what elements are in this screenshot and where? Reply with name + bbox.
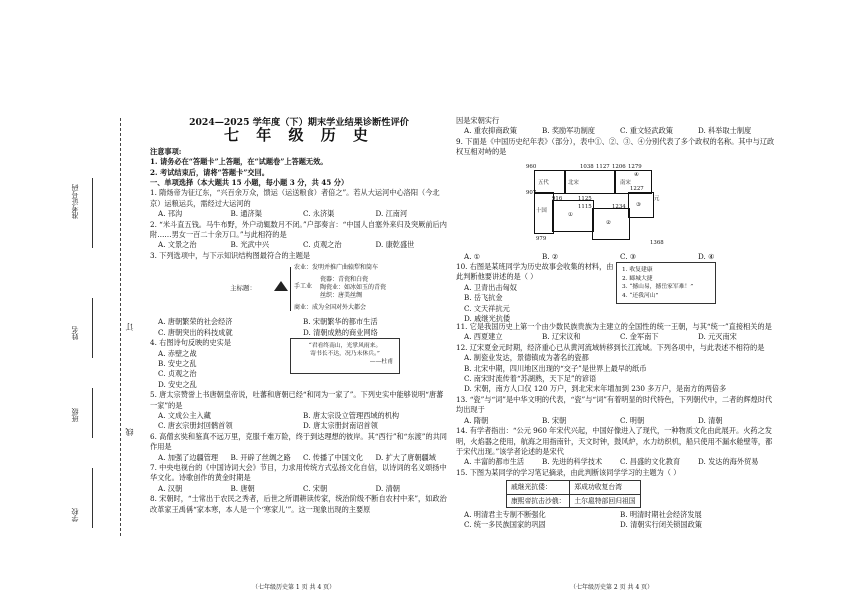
q2-option-d: D. 康乾盛世 [375, 240, 415, 250]
q7-option-c: C. 宋朝 [303, 483, 328, 493]
q9-options [456, 252, 776, 262]
q15-cell-2b: 土尔扈特部回归祖国 [570, 494, 640, 507]
q12-option-a: A. 制瓷业发达，景德镇成为著名的瓷都 [464, 353, 589, 363]
q4-option-a: A. 赤壁之战 [158, 348, 197, 358]
question-1: 1. 隋炀帝为征辽东，“兴百余万众，馈运（运送粮食）者倍之”。若从大运河中心洛阳（今北京）运粮运兵，需经过大运河的 [150, 188, 440, 208]
q15-row-2 [507, 494, 641, 507]
school-line [92, 468, 93, 528]
class-line [92, 388, 93, 438]
question-5: 5. 唐太宗赞誉上书唐朝皇帝说，吐蕃和唐朝已经“和同为一家了”。下列史实中能够说明“唐蕃一家”的是 [150, 390, 444, 410]
q4-poem-line-2: 寄书长不达，况乃未休兵。” [310, 351, 380, 358]
class-label: 班级 [71, 408, 79, 422]
q3-node-commerce: 商业：成为全国对外大都会 [294, 304, 367, 312]
q8-tail: 因是宋朝实行 [456, 116, 500, 125]
question-2: 2. “米斗直五钱。马牛布野，外户动辄数月不闭。”户部奏言：“中国人自塞外来归及突厥前后内附……男女一百二十余万口。”与此相符的是 [150, 219, 447, 240]
q3-node-silk: 丝织：唐美丝绸 [320, 292, 363, 300]
q4-option-d: D. 安史之乱 [158, 379, 197, 389]
question-3: 3. 下列选项中，与下示知识结构图最符合的主题是 [150, 250, 311, 260]
q9-label-circle-1: ① [568, 211, 573, 218]
q10-note-4: 4. “还我河山” [622, 292, 659, 299]
notice-1: 1. 请务必在“答题卡”上答题，在“试题卷”上答题无效。 [150, 157, 328, 167]
q2-option-b: B. 光武中兴 [230, 240, 270, 250]
q2-options [150, 240, 448, 250]
q3-structure-diagram [210, 263, 430, 315]
q9-label-circle-4: ④ [634, 171, 639, 178]
q12-option-d: D. 宋朝，南方人口仅 120 万户，到北宋末年增加到 230 多万户，是南方的两倍多 [464, 384, 727, 394]
q15-cell-1b: 郑成功收复台湾 [570, 481, 640, 494]
q1-option-d: D. 江南河 [375, 209, 408, 219]
q3-center-label: 主标题： [230, 284, 256, 293]
exam-subject: 七 年 级 历 史 [224, 126, 374, 145]
notice-heading: 注意事项: [150, 146, 182, 156]
q9-label-1227: 1227 [630, 185, 644, 192]
q15-cell-2a: 康熙帝抗击沙俄： [507, 494, 570, 507]
q13-option-a: A. 隋朝 [464, 415, 489, 425]
q15-option-d: D. 清朝实行闭关锁国政策 [620, 520, 702, 530]
q9-label-five-dynasties: 五代 [538, 179, 549, 186]
q10-note-3: 3. “撼山易，撼岳家军难！” [622, 284, 694, 291]
q5-option-a: A. 文成公主入藏 [158, 410, 211, 420]
q5-option-d: D. 唐太宗册封南诏首领 [303, 421, 378, 431]
q6-option-c: C. 传播了中国文化 [303, 452, 364, 462]
q10-material-card [616, 262, 716, 304]
q9-option-a: A. ① [464, 251, 481, 261]
q13-option-d: D. 清朝 [698, 415, 723, 425]
q9-label-1038: 1038 [580, 163, 594, 170]
q8-options [456, 126, 776, 136]
q12-option-b: B. 北宋中期，四川地区出现的“交子”是世界上最早的纸币 [464, 363, 647, 373]
q9-box-2 [592, 208, 630, 240]
q10-note-1: 1. 收复建康 [622, 267, 653, 274]
q15-option-a: A. 明清君主专制不断强化 [464, 509, 546, 519]
question-6: 6. 高僧玄奘和鉴真不远万里，克服千难万险，终于到达理想的彼岸。其“西行”和“东渡”的共同作用是 [150, 431, 447, 452]
q9-label-yuan: 元 [654, 195, 660, 202]
q3-triangle-icon [274, 281, 288, 291]
q14-option-c: C. 昌盛的文化教育 [620, 457, 681, 467]
q5-option-b: B. 唐太宗设立管理西域的机构 [303, 410, 400, 420]
q15-option-c: C. 统一多民族国家的巩固 [464, 520, 546, 530]
q3-node-ceramics: 陶瓷业：如冰如玉的青瓷 [320, 284, 387, 292]
question-9: 9. 下面是《中国历史纪年表》（部分），表中①、②、③、④分别代表了多个政权的名称。其中与辽政权互相对峙的是 [456, 136, 775, 157]
q7-option-d: D. 清朝 [375, 483, 400, 493]
q11-option-d: D. 元灭南宋 [698, 332, 737, 342]
q7-options [150, 484, 448, 494]
q11-option-b: B. 辽宋议和 [542, 332, 581, 342]
q3-node-agriculture: 农业：发明并推广曲辕犁和筒车 [294, 264, 379, 272]
q9-label-979: 979 [536, 235, 547, 242]
q1-option-a: A. 邗沟 [158, 209, 183, 219]
q10-option-a: A. 卫青出击匈奴 [464, 282, 517, 292]
q9-label-circle-2: ② [606, 219, 611, 226]
q3-option-a: A. 唐朝繁荣的社会经济 [158, 317, 233, 327]
question-11: 11. 它是我国历史上第一个由少数民族贵族为主建立的全国性的统一王朝，与其“统一”直接相关的是 [456, 322, 772, 332]
q6-option-b: B. 开辟了丝绸之路 [230, 452, 291, 462]
q4-poem-line-1: “君看终南山，光掌风雨来。 [308, 343, 382, 350]
q7-option-a: A. 汉朝 [158, 483, 183, 493]
q7-option-b: B. 唐朝 [230, 483, 255, 493]
q15-notes-table [506, 480, 641, 508]
q6-option-d: D. 扩大了唐朝疆域 [375, 452, 436, 462]
question-15: 15. 下图为某同学的学习笔记摘录，由此判断该同学学习的主题为（ ） [456, 467, 681, 477]
q8-option-c: C. 重文轻武政策 [620, 126, 673, 136]
q15-cell-1a: 戚继光抗倭： [507, 481, 570, 494]
footer-left: （七年级历史第 1 页 共 4 页） [252, 584, 336, 591]
q15-option-b: B. 明清时期社会经济发展 [620, 509, 702, 519]
q10-option-c: C. 文天祥抗元 [464, 303, 510, 313]
q4-block [150, 338, 448, 390]
q9-label-916: 916 [552, 195, 563, 202]
question-12: 12. 辽宋夏金元时期，经济重心已从黄河流域转移到长江流域。下列各项中，与此表述不相符的是 [456, 342, 765, 352]
q4-poem-scroll [290, 338, 400, 374]
q9-label-1115: 1115 [578, 203, 592, 210]
right-column [456, 116, 776, 531]
q12-option-c: C. 南宋时流传着“苏湖熟，天下足”的谚语 [464, 374, 597, 384]
name-label: 姓名 [71, 326, 79, 340]
q3-option-d: D. 清朝成熟的商业网络 [303, 327, 378, 337]
section-heading: 一、单项选择（本大题共 15 小题，每小题 3 分，共 45 分） [150, 178, 349, 188]
q11-options [456, 332, 776, 342]
cut-line [120, 118, 121, 536]
q9-label-1127: 1127 [596, 163, 610, 170]
q15-row-1 [507, 481, 641, 494]
q9-box-3 [628, 192, 654, 218]
q10-block [456, 262, 776, 322]
question-7: 7. 中央电视台的《中国诗词大会》节目，力求用传统方式弘扬文化自信，以诗词的名义颂扬中华文化。诗歌创作的黄金时期是 [150, 462, 447, 483]
q10-note-2: 2. 郾城大捷 [622, 275, 653, 282]
q14-options [456, 457, 776, 467]
question-8: 8. 宋朝时，“士常出于农民之秀者，后世之所谓耕读传家，统治阶级不断自农村中来”，如政治改革家王禹偁“家本寒，本人是一个‘寒家儿’”。这一现象出现的主要原 [150, 494, 447, 514]
q9-option-d: D. ④ [698, 251, 715, 261]
q2-option-c: C. 贞观之治 [303, 240, 342, 250]
q9-option-b: B. ② [542, 251, 559, 261]
q15-options [456, 510, 776, 531]
q5-options [150, 411, 448, 432]
q9-label-907: 907 [526, 189, 537, 196]
q3-options [150, 317, 448, 338]
q15-notes-wrap [456, 478, 776, 510]
q9-label-1279: 1279 [628, 163, 642, 170]
q13-option-c: C. 明朝 [620, 415, 645, 425]
q1-option-b: B. 通济渠 [230, 209, 262, 219]
q9-option-c: C. ③ [620, 251, 637, 261]
q9-label-1234: 1234 [612, 203, 626, 210]
q14-option-b: B. 先进的科学技术 [542, 457, 603, 467]
q2-option-a: A. 文景之治 [158, 240, 197, 250]
q3-node-porcelain: 瓷器：青瓷和白瓷 [320, 276, 369, 284]
q9-chronology-chart [526, 160, 666, 250]
q14-option-a: A. 丰富的都市生活 [464, 457, 525, 467]
q9-label-960: 960 [526, 163, 537, 170]
q9-label-northern-song: 北宋 [568, 179, 579, 186]
q9-label-1368: 1368 [650, 239, 664, 246]
q11-option-a: A. 西夏建立 [464, 332, 503, 342]
binding-margin [62, 118, 140, 538]
footer-right: （七年级历史第 2 页 共 4 页） [570, 584, 654, 591]
notice-2: 2. 考试结束后，请将“答题卡”交回。 [150, 167, 269, 177]
q4-option-b: B. 安史之乱 [158, 358, 197, 368]
q9-label-1125: 1125 [578, 195, 592, 202]
q13-option-b: B. 宋朝 [542, 415, 567, 425]
fold-mark-2: 线 [125, 428, 134, 436]
q3-option-b: B. 宋朝繁华的都市生活 [303, 317, 378, 327]
q9-label-southern-song: 南宋 [620, 179, 631, 186]
q8-option-a: A. 重农抑商政策 [464, 126, 517, 136]
q12-options [456, 353, 776, 395]
left-column [150, 112, 448, 515]
question-13: 13. “瓷”与“词”是中华文明的代表，“瓷”与“词”有着明显的时代特色，下列朝代中，二者的辉煌时代均出现于 [456, 394, 773, 415]
fold-mark-1: 订 [125, 323, 134, 331]
q9-label-circle-3: ③ [636, 201, 641, 208]
q8-option-d: D. 科举取士制度 [698, 126, 752, 136]
name-line [92, 298, 93, 358]
q1-option-c: C. 永济渠 [303, 209, 335, 219]
exam-title: 2024—2025 学年度（下）期末学业结果诊断性评价 [189, 117, 409, 128]
q5-option-c: C. 唐玄宗册封回鹘首领 [158, 421, 233, 431]
exam-id-label: 准考证号码 [71, 184, 79, 219]
q9-label-1206: 1206 [612, 163, 626, 170]
q11-option-c: C. 金军南下 [620, 332, 659, 342]
q1-options [150, 209, 448, 219]
question-10: 10. 右图是某班同学为历史故事会收集的材料，由此判断他要讲述的是（ ） [456, 262, 614, 282]
question-14: 14. 有学者指出：“公元 960 年宋代兴起，中国好像进入了现代，一种物质文化由此展开。火药之发明，火焰器之使用，航海之用指南针，天文时钟，鼓风炉，水力纺织机，船只使用不漏水舱壁等，都于宋代出现。”该学者论述的是宋代 [456, 426, 773, 456]
q4-option-c: C. 贞观之治 [158, 369, 197, 379]
q14-option-d: D. 发达的海外贸易 [698, 457, 759, 467]
q13-options [456, 416, 776, 426]
exam-id-line [92, 178, 93, 248]
question-4: 4. 右图诗句反映的史实是 [150, 338, 232, 348]
q4-poem-author: ——杜甫 [369, 359, 393, 366]
q10-option-b: B. 岳飞抗金 [464, 293, 503, 303]
school-label: 学校 [71, 508, 79, 522]
q3-node-handicraft: 手工业 [294, 283, 313, 291]
q6-option-a: A. 加强了边疆管理 [158, 452, 219, 462]
q3-option-c: C. 唐朝突出的科技成就 [158, 327, 233, 337]
q9-label-ten-kingdoms: 十国 [536, 207, 547, 214]
q8-option-b: B. 奖励军功制度 [542, 126, 595, 136]
q6-options [150, 453, 448, 463]
q10-option-d: D. 戚继光抗倭 [464, 314, 511, 324]
